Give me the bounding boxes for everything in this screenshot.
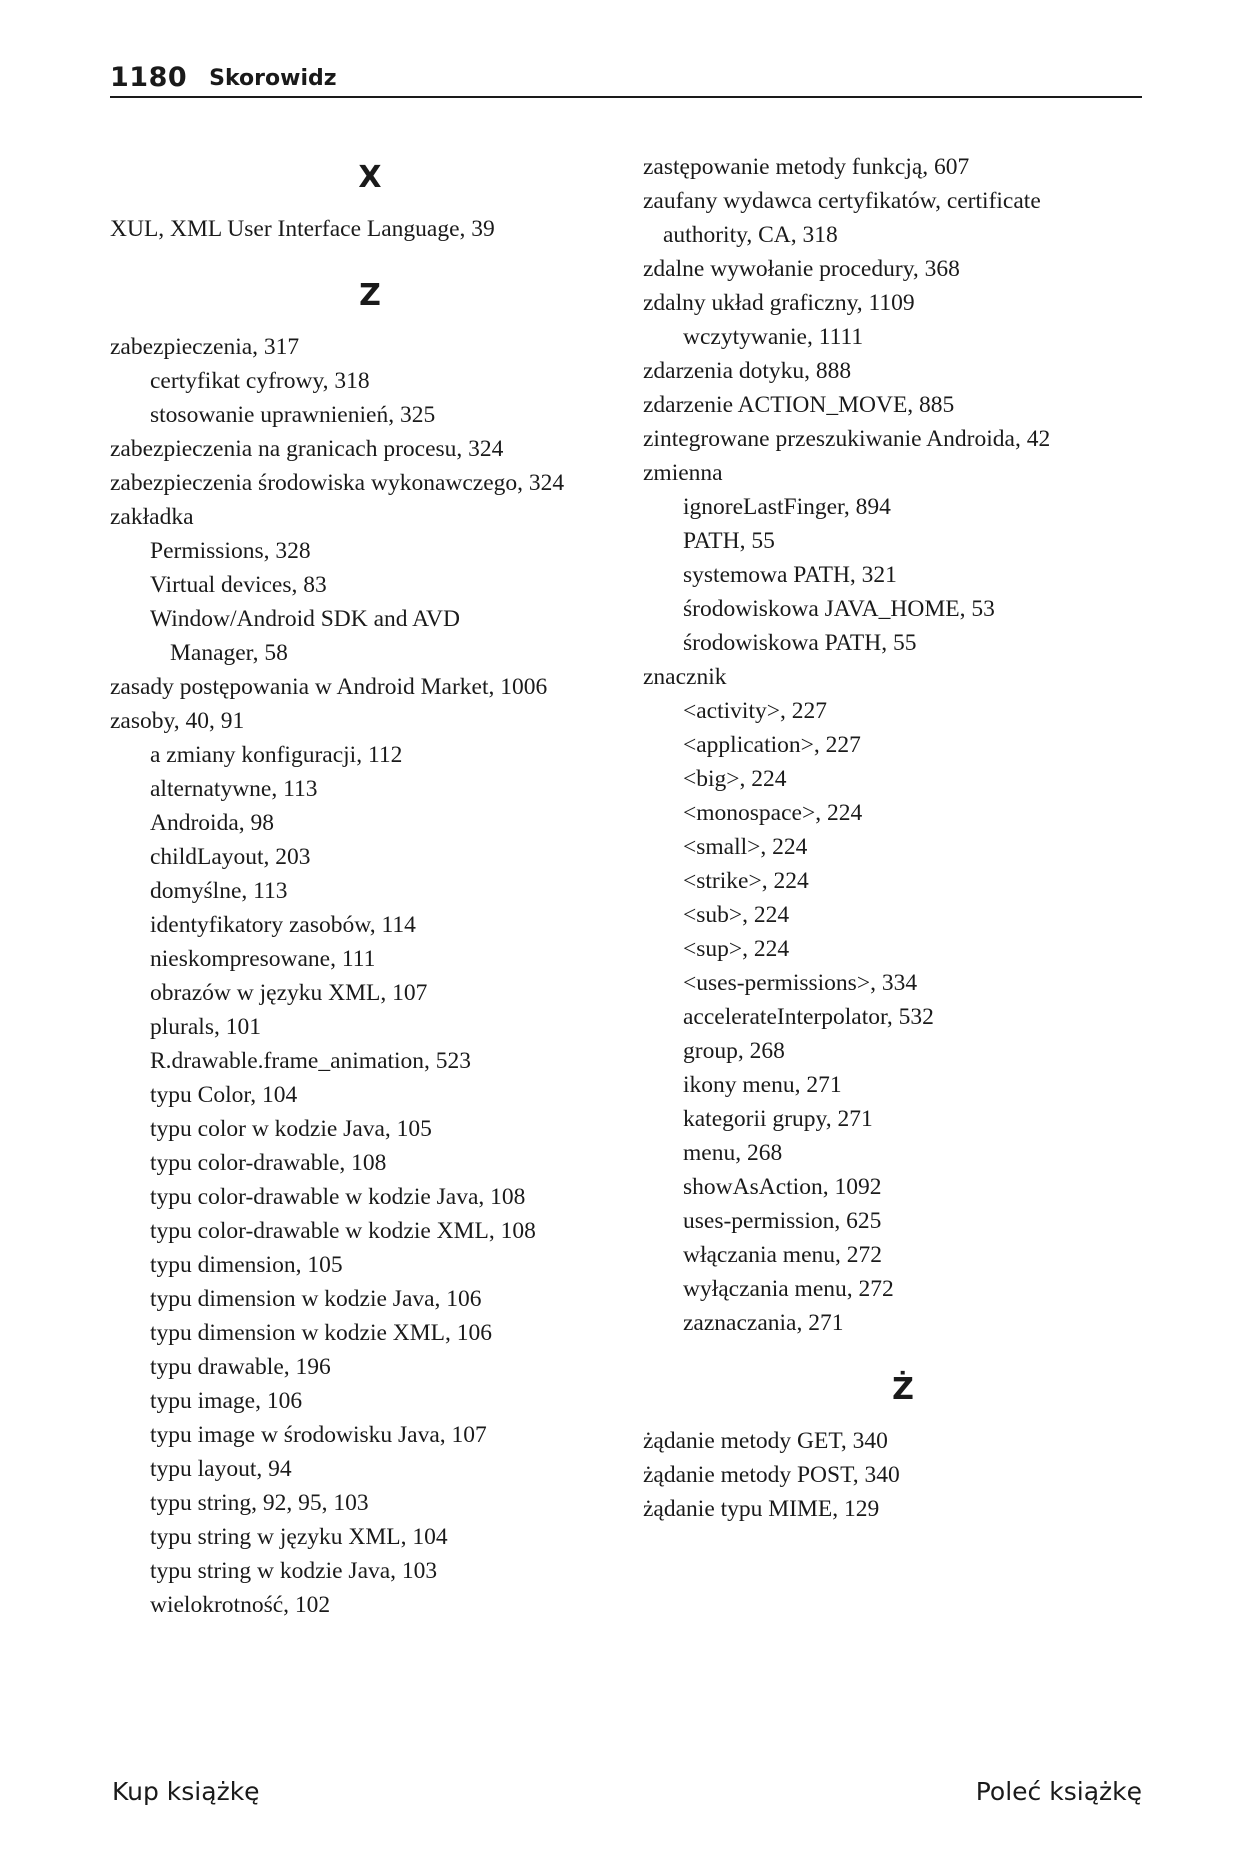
index-subentry: środowiskowa JAVA_HOME, 53 bbox=[683, 596, 995, 622]
page-footer bbox=[112, 1777, 1142, 1806]
index-entry: zintegrowane przeszukiwanie Androida, 42 bbox=[643, 426, 1051, 452]
index-subentry: a zmiany konfiguracji, 112 bbox=[150, 742, 403, 768]
index-entry-list bbox=[110, 212, 630, 246]
index-subentry: typu dimension, 105 bbox=[150, 1252, 343, 1278]
index-subentry: włączania menu, 272 bbox=[683, 1242, 883, 1268]
index-subentry: zaznaczania, 271 bbox=[683, 1310, 844, 1336]
index-subentry: typu image, 106 bbox=[150, 1388, 303, 1414]
index-entry: zdarzenia dotyku, 888 bbox=[643, 358, 852, 384]
index-entry: zasady postępowania w Android Market, 1006 bbox=[110, 674, 548, 700]
index-subentry: Androida, 98 bbox=[150, 810, 275, 836]
index-subentry: stosowanie uprawnienień, 325 bbox=[150, 402, 436, 428]
recommend-book-link[interactable]: Poleć książkę bbox=[975, 1777, 1142, 1806]
index-subentry: typu string, 92, 95, 103 bbox=[150, 1490, 369, 1516]
index-subentry: domyślne, 113 bbox=[150, 878, 288, 904]
page-header bbox=[110, 58, 1142, 98]
index-entry: zabezpieczenia na granicach procesu, 324 bbox=[110, 436, 504, 462]
index-subentry: wielokrotność, 102 bbox=[150, 1592, 331, 1618]
index-entry-list bbox=[643, 1424, 1163, 1526]
index-entry: zakładka bbox=[110, 504, 194, 530]
index-subentry: typu dimension w kodzie XML, 106 bbox=[150, 1320, 493, 1346]
index-entry: żądanie metody GET, 340 bbox=[643, 1428, 888, 1454]
index-subentry: uses-permission, 625 bbox=[683, 1208, 882, 1234]
index-subentry: Virtual devices, 83 bbox=[150, 572, 327, 598]
index-subentry: typu string w języku XML, 104 bbox=[150, 1524, 448, 1550]
index-subentry: group, 268 bbox=[683, 1038, 785, 1064]
index-subentry: ikony menu, 271 bbox=[683, 1072, 842, 1098]
index-subentry: typu color-drawable, 108 bbox=[150, 1150, 387, 1176]
index-subentry: identyfikatory zasobów, 114 bbox=[150, 912, 416, 938]
index-letter-heading: Z bbox=[359, 278, 381, 313]
index-entry: żądanie typu MIME, 129 bbox=[643, 1496, 880, 1522]
index-subentry: typu dimension w kodzie Java, 106 bbox=[150, 1286, 482, 1312]
index-entry: zdalny układ graficzny, 1109 bbox=[643, 290, 915, 316]
index-subentry: alternatywne, 113 bbox=[150, 776, 318, 802]
index-subentry: certyfikat cyfrowy, 318 bbox=[150, 368, 370, 394]
index-subentry: typu drawable, 196 bbox=[150, 1354, 331, 1380]
index-subentry: nieskompresowane, 111 bbox=[150, 946, 376, 972]
index-entry: zabezpieczenia, 317 bbox=[110, 334, 300, 360]
index-subentry: PATH, 55 bbox=[683, 528, 775, 554]
index-subentry: Permissions, 328 bbox=[150, 538, 311, 564]
index-subentry: <strike>, 224 bbox=[683, 868, 809, 894]
index-subentry: ignoreLastFinger, 894 bbox=[683, 494, 891, 520]
index-column-right bbox=[643, 150, 1163, 1526]
index-subentry: menu, 268 bbox=[683, 1140, 783, 1166]
index-subentry: <small>, 224 bbox=[683, 834, 808, 860]
index-entry: zmienna bbox=[643, 460, 723, 486]
page-number: 1180 bbox=[110, 62, 188, 93]
index-entry: zaufany wydawca certyfikatów, certificate bbox=[643, 188, 1041, 214]
index-subentry: typu color-drawable w kodzie Java, 108 bbox=[150, 1184, 526, 1210]
index-subentry: <sub>, 224 bbox=[683, 902, 790, 928]
index-subentry: kategorii grupy, 271 bbox=[683, 1106, 873, 1132]
index-entry-list bbox=[643, 150, 1163, 1340]
index-subentry: Window/Android SDK and AVD bbox=[150, 606, 460, 632]
index-subentry: <sup>, 224 bbox=[683, 936, 790, 962]
index-subentry: typu Color, 104 bbox=[150, 1082, 298, 1108]
index-entry: żądanie metody POST, 340 bbox=[643, 1462, 900, 1488]
index-subentry: R.drawable.frame_animation, 523 bbox=[150, 1048, 472, 1074]
index-subentry: <activity>, 227 bbox=[683, 698, 827, 724]
index-subentry: accelerateInterpolator, 532 bbox=[683, 1004, 934, 1030]
index-entry: zdalne wywołanie procedury, 368 bbox=[643, 256, 960, 282]
index-subentry: typu image w środowisku Java, 107 bbox=[150, 1422, 487, 1448]
index-entry: zabezpieczenia środowiska wykonawczego, 324 bbox=[110, 470, 565, 496]
running-title: Skorowidz bbox=[209, 66, 337, 91]
index-subentry: typu layout, 94 bbox=[150, 1456, 292, 1482]
index-subentry: wyłączania menu, 272 bbox=[683, 1276, 894, 1302]
index-subentry: Manager, 58 bbox=[170, 640, 288, 666]
index-entry: zastępowanie metody funkcją, 607 bbox=[643, 154, 970, 180]
index-entry: zasoby, 40, 91 bbox=[110, 708, 245, 734]
buy-book-link[interactable]: Kup książkę bbox=[112, 1777, 260, 1806]
index-subentry: plurals, 101 bbox=[150, 1014, 261, 1040]
index-letter-heading: X bbox=[358, 160, 382, 195]
index-subentry: typu string w kodzie Java, 103 bbox=[150, 1558, 438, 1584]
index-subentry: typu color w kodzie Java, 105 bbox=[150, 1116, 432, 1142]
index-letter-heading: Ż bbox=[892, 1372, 914, 1407]
index-subentry: środowiskowa PATH, 55 bbox=[683, 630, 917, 656]
index-entry: zdarzenie ACTION_MOVE, 885 bbox=[643, 392, 955, 418]
index-subentry: wczytywanie, 1111 bbox=[683, 324, 864, 350]
index-entry: znacznik bbox=[643, 664, 727, 690]
index-entry: XUL, XML User Interface Language, 39 bbox=[110, 216, 495, 242]
index-entry-list bbox=[110, 330, 630, 1622]
index-entry: authority, CA, 318 bbox=[663, 222, 838, 248]
index-subentry: <monospace>, 224 bbox=[683, 800, 863, 826]
index-subentry: childLayout, 203 bbox=[150, 844, 311, 870]
index-subentry: showAsAction, 1092 bbox=[683, 1174, 882, 1200]
index-subentry: <uses-permissions>, 334 bbox=[683, 970, 918, 996]
index-subentry: <big>, 224 bbox=[683, 766, 787, 792]
index-subentry: systemowa PATH, 321 bbox=[683, 562, 897, 588]
index-subentry: obrazów w języku XML, 107 bbox=[150, 980, 428, 1006]
index-subentry: <application>, 227 bbox=[683, 732, 861, 758]
index-column-left bbox=[110, 150, 630, 1622]
index-subentry: typu color-drawable w kodzie XML, 108 bbox=[150, 1218, 536, 1244]
